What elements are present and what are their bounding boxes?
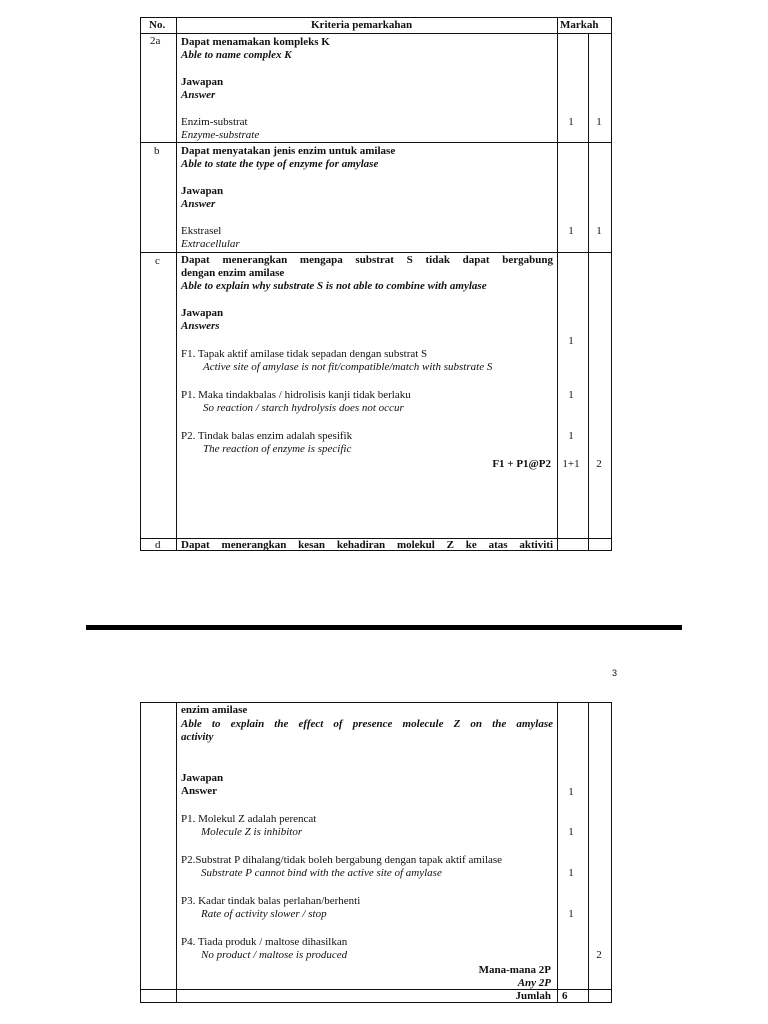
q2a-item-en: Enzyme-substrate (181, 129, 260, 141)
q2b-mark-2: 1 (596, 225, 602, 237)
q2b-number: b (154, 145, 160, 157)
q2b-answer-ms: Jawapan (181, 185, 224, 197)
q2a-answer-ms: Jawapan (181, 76, 224, 88)
q2d-number: d (155, 539, 161, 551)
total-label: Jumlah (515, 990, 551, 1002)
q2d-mark-p1: 1 (568, 826, 574, 838)
header-no: No. (149, 19, 166, 31)
q2c-title-ms-1: Dapat menerangkan mengapa substrat S tidak dapat bergabung (181, 254, 553, 266)
q2d-p2-ms: P2.Substrat P dihalang/tidak boleh bergabung dengan tapak aktif amilase (181, 854, 503, 866)
q2d-title-en-2: activity (181, 731, 214, 743)
q2b-title-en: Able to state the type of enzyme for amylase (181, 158, 379, 170)
q2c-p1-ms: P1. Maka tindakbalas / hidrolisis kanji tidak berlaku (181, 389, 411, 401)
q2c-p1-en: So reaction / starch hydrolysis does not occur (203, 402, 404, 414)
q2d-p4-en: No product / maltose is produced (201, 949, 348, 961)
q2d-any-ms: Mana-mana 2P (478, 964, 551, 976)
q2c-mark-sum: 1+1 (562, 458, 580, 470)
q2b-title-ms: Dapat menyatakan jenis enzim untuk amilase (181, 145, 396, 157)
q2c-mark-p2: 1 (568, 430, 574, 442)
q2c-formula: F1 + P1@P2 (492, 458, 551, 470)
q2d-answer-ms: Jawapan (181, 772, 224, 784)
q2c-p2-en: The reaction of enzyme is specific (203, 443, 352, 455)
q2d-title-en-1: Able to explain the effect of presence molecule Z on the amylase (181, 718, 553, 730)
marking-table-2 (140, 702, 612, 1003)
q2d-mark-total: 2 (596, 949, 602, 961)
q2c-mark-total: 2 (596, 458, 602, 470)
q2c-p2-ms: P2. Tindak balas enzim adalah spesifik (181, 430, 353, 442)
q2c-f1-ms: F1. Tapak aktif amilase tidak sepadan dengan substrat S (181, 348, 428, 360)
q2d-p3-en: Rate of activity slower / stop (201, 908, 327, 920)
q2a-answer-en: Answer (181, 89, 216, 101)
q2d-title-ms: Dapat menerangkan kesan kehadiran molekul Z ke atas aktiviti (181, 539, 553, 551)
q2b-answer-en: Answer (181, 198, 216, 210)
q2a-title-en: Able to name complex K (181, 49, 292, 61)
header-marks: Markah (560, 19, 599, 31)
grand-total: 6 (562, 990, 568, 1002)
q2b-item-en: Extracellular (181, 238, 240, 250)
q2c-mark-f1: 1 (568, 335, 574, 347)
q2a-mark-2: 1 (596, 116, 602, 128)
q2b-item-ms: Ekstrasel (181, 225, 222, 237)
q2c-number: c (155, 255, 160, 267)
page-number: 3 (612, 668, 618, 678)
page-divider (86, 625, 682, 630)
q2b-mark-1: 1 (568, 225, 574, 237)
q2d-p1-ms: P1. Molekul Z adalah perencat (181, 813, 317, 825)
q2d-mark-answer: 1 (568, 786, 574, 798)
q2d-p1-en: Molecule Z is inhibitor (201, 826, 303, 838)
q2d-mark-p2: 1 (568, 867, 574, 879)
q2c-answer-en: Answers (181, 320, 220, 332)
q2c-f1-en: Active site of amylase is not fit/compatible/match with substrate S (203, 361, 493, 373)
marking-table-1 (140, 17, 612, 551)
q2d-cont-ms: enzim amilase (181, 704, 248, 716)
q2d-p4-ms: P4. Tiada produk / maltose dihasilkan (181, 936, 348, 948)
q2d-any-en: Any 2P (517, 977, 551, 989)
q2c-title-en: Able to explain why substrate S is not able to combine with amylase (181, 280, 487, 292)
q2d-answer-en: Answer (181, 785, 218, 797)
q2d-p3-ms: P3. Kadar tindak balas perlahan/berhenti (181, 895, 361, 907)
q2d-p2-en: Substrate P cannot bind with the active site of amylase (201, 867, 442, 879)
q2a-mark-1: 1 (568, 116, 574, 128)
q2d-mark-p3: 1 (568, 908, 574, 920)
q2a-item-ms: Enzim-substrat (181, 116, 248, 128)
q2a-number: 2a (150, 35, 161, 47)
q2c-mark-p1: 1 (568, 389, 574, 401)
q2a-title-ms: Dapat menamakan kompleks K (181, 36, 330, 48)
q2c-answer-ms: Jawapan (181, 307, 224, 319)
header-criteria: Kriteria pemarkahan (311, 19, 413, 31)
q2c-title-ms-2: dengan enzim amilase (181, 267, 285, 279)
